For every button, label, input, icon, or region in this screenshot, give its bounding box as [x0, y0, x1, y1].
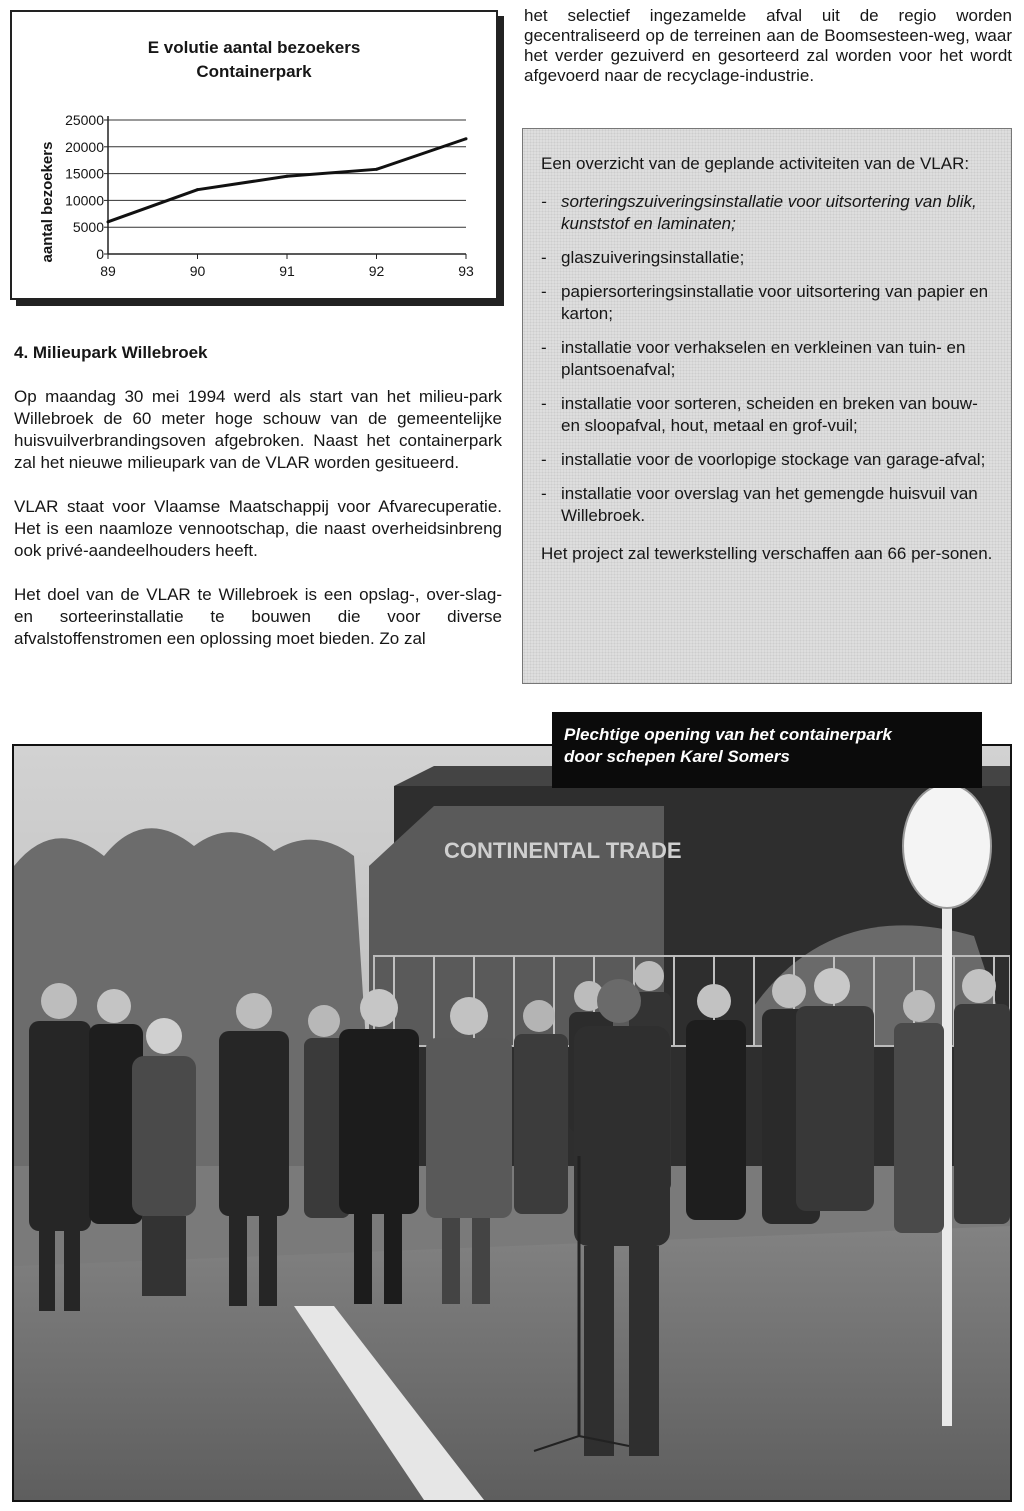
x-tick-labels: [100, 263, 474, 279]
y-tick-labels: [65, 112, 104, 262]
section-heading: 4. Milieupark Willebroek: [14, 343, 208, 362]
list-item: - installatie voor de voorlopige stockage van garage-afval;: [541, 449, 993, 471]
caption-line2: door schepen Karel Somers: [564, 747, 790, 766]
y-tick-label: 20000: [65, 138, 104, 155]
data-point: [286, 175, 289, 178]
y-tick-label: 0: [96, 246, 104, 262]
data-point: [465, 137, 468, 140]
chart-series: [107, 137, 468, 223]
activities-heading: Een overzicht van de geplande activiteiten van de VLAR:: [541, 154, 970, 173]
x-tick-label: 90: [189, 263, 206, 279]
series-line-visitors: [108, 139, 466, 222]
photo-illustration: [14, 746, 1010, 1500]
visitors-chart: [10, 10, 498, 300]
y-tick-label: 10000: [65, 192, 104, 209]
opening-photo: [12, 744, 1012, 1502]
list-item: - installatie voor overslag van het gemengde huisvuil van Willebroek.: [541, 483, 993, 527]
paragraph-vlar: VLAR staat voor Vlaamse Maatschappij voor Afvarecuperatie. Het is een naamloze vennootschap, die naast overheidsinbreng ook privé-aandeelhouders heeft.: [14, 497, 502, 560]
x-tick-label: 91: [279, 263, 295, 279]
chart-title-line1: E volutie aantal bezoekers: [147, 38, 361, 57]
activities-list: [541, 191, 993, 527]
left-column: [14, 342, 502, 672]
continued-paragraph: het selectief ingezamelde afval uit de regio worden gecentraliseerd op de terreinen aan de Boomsesteen-weg, waar het verder gezuiverd en gesorteerd zal worden voor het wordt afgevoerd naar de recyclage-industrie.: [524, 6, 1012, 85]
chart-axes: [104, 116, 466, 259]
photo-caption: [552, 712, 982, 788]
y-axis-label: aantal bezoekers: [39, 141, 56, 263]
list-item: - sorteringszuiveringsinstallatie voor uitsortering van blik, kunststof en laminaten;: [541, 191, 993, 235]
y-tick-label: 15000: [65, 165, 104, 182]
activities-box: [522, 128, 1012, 684]
paragraph-demolition: Op maandag 30 mei 1994 werd als start van het milieu-park Willebroek de 60 meter hoge schouw van de gemeentelijke huisvuilverbrandingsoven afgebroken. Naast het containerpark zal het nieuwe milieupark van de VLAR worden gesitueerd.: [14, 387, 502, 472]
round-road-sign: [903, 784, 991, 908]
y-tick-label: 25000: [65, 112, 104, 128]
caption-line1: Plechtige opening van het containerpark: [564, 725, 892, 744]
x-tick-label: 89: [100, 263, 116, 279]
paragraph-goal: Het doel van de VLAR te Willebroek is een opslag-, over-slag- en sorteerinstallatie te bouwen die voor diverse afvalstoffenstromen een oplossing moet bieden. Zo zal: [14, 585, 502, 648]
chart-title-line2: Containerpark: [196, 62, 312, 81]
data-point: [107, 220, 110, 223]
list-item: - papiersorteringsinstallatie voor uitsortering van papier en karton;: [541, 281, 993, 325]
activities-footer: Het project zal tewerkstelling verschaffen aan 66 per-sonen.: [541, 544, 993, 563]
x-tick-label: 93: [458, 263, 474, 279]
chart-gridlines: [108, 120, 466, 227]
data-point: [375, 168, 378, 171]
chart-plot: [12, 12, 496, 298]
x-tick-label: 92: [368, 263, 385, 279]
y-tick-label: 5000: [72, 219, 104, 236]
building-sign: CONTINENTAL TRADE: [444, 838, 682, 863]
list-item: - glaszuiveringsinstallatie;: [541, 247, 993, 269]
data-point: [196, 188, 199, 191]
list-item: - installatie voor verhakselen en verkleinen van tuin- en plantsoenafval;: [541, 337, 993, 381]
list-item: - installatie voor sorteren, scheiden en breken van bouw- en sloopafval, hout, metaal en grof-vuil;: [541, 393, 993, 437]
